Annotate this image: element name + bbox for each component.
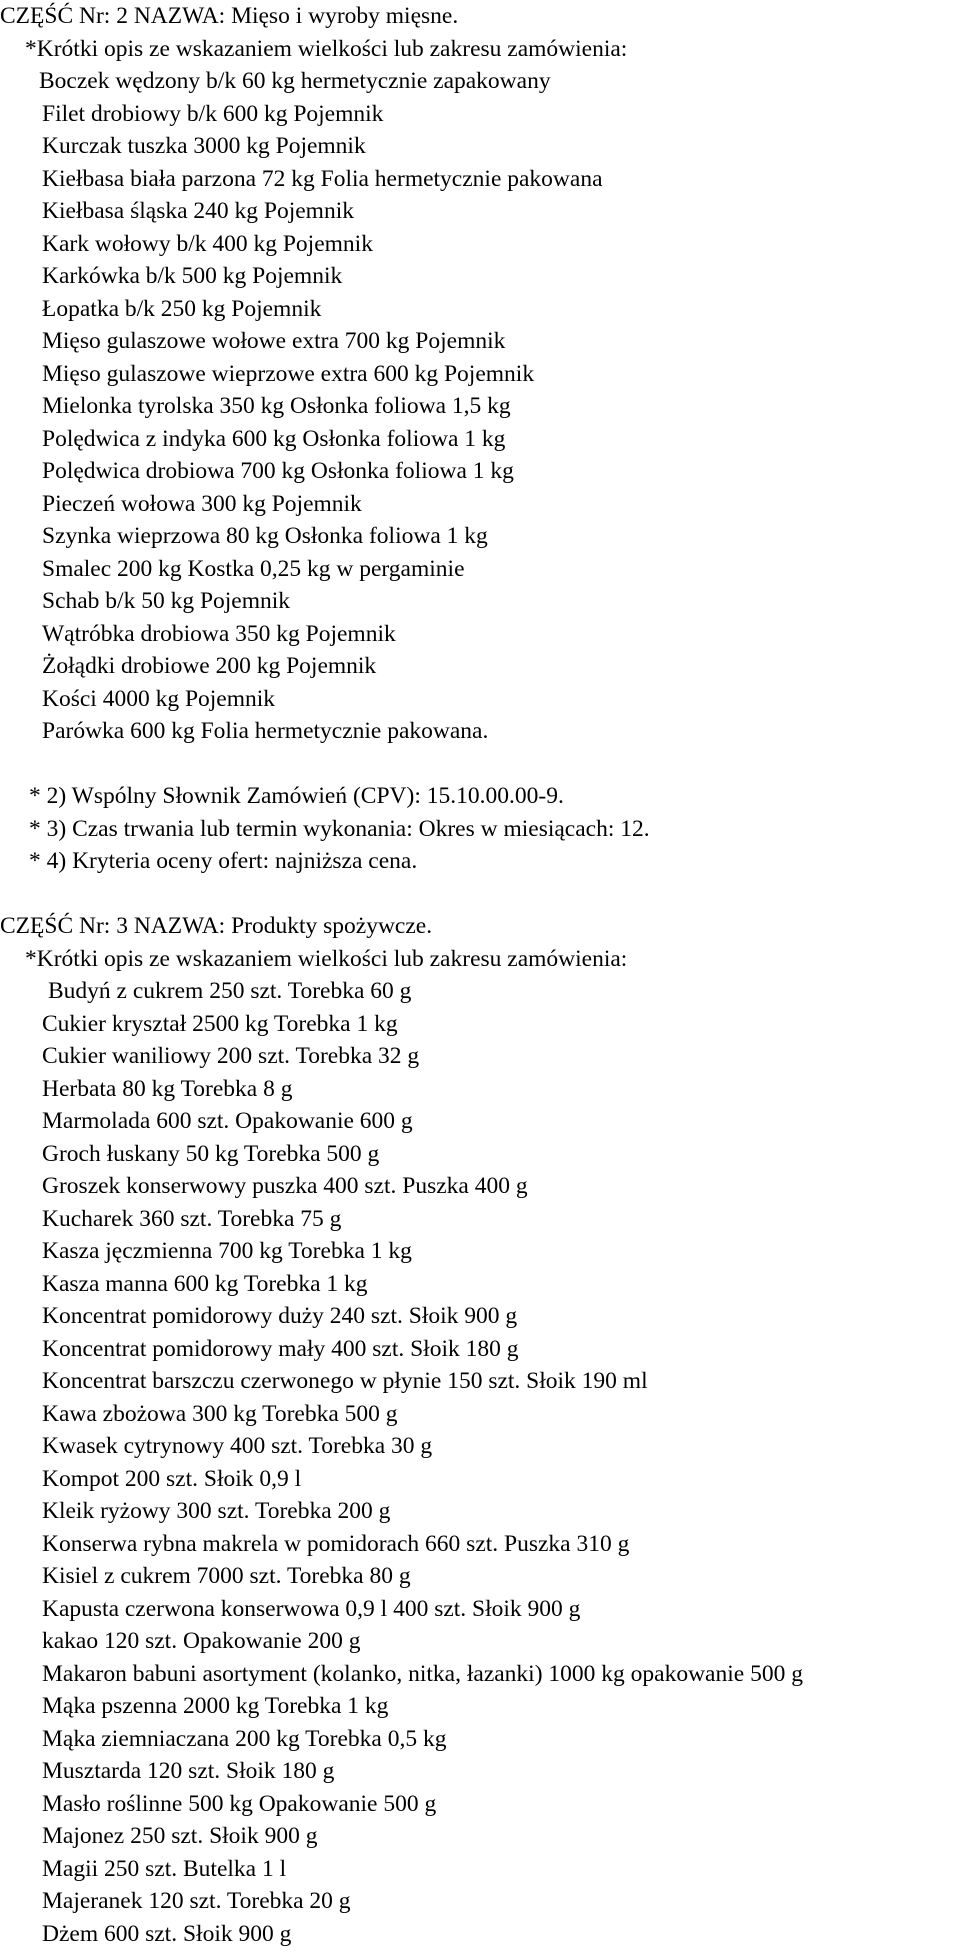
list-item: Marmolada 600 szt. Opakowanie 600 g: [42, 1108, 413, 1134]
list-item: Mąka pszenna 2000 kg Torebka 1 kg: [42, 1693, 389, 1719]
list-item: Smalec 200 kg Kostka 0,25 kg w pergaminie: [42, 555, 465, 582]
list-item: Konserwa rybna makrela w pomidorach 660 szt. Puszka 310 g: [42, 1530, 630, 1557]
spacer: [0, 878, 960, 911]
list-item: Kapusta czerwona konserwowa 0,9 l 400 szt. Słoik 900 g: [42, 1595, 581, 1622]
list-item: Kiełbasa biała parzona 72 kg Folia hermetycznie pakowana: [42, 165, 603, 192]
list-item: Herbata 80 kg Torebka 8 g: [42, 1075, 293, 1102]
list-item: Cukier waniliowy 200 szt. Torebka 32 g: [42, 1043, 420, 1069]
list-item: Kasza manna 600 kg Torebka 1 kg: [42, 1270, 368, 1297]
list-item: Kompot 200 szt. Słoik 0,9 l: [42, 1465, 302, 1492]
list-item: Boczek wędzony b/k 60 kg hermetycznie zapakowany: [39, 68, 551, 94]
list-item: Groszek konserwowy puszka 400 szt. Puszka 400 g: [42, 1173, 528, 1199]
section3-heading: CZĘŚĆ Nr: 3 NAZWA: Produkty spożywcze.: [0, 913, 433, 939]
list-item: Mielonka tyrolska 350 kg Osłonka foliowa 1,5 kg: [42, 393, 511, 419]
list-item: Polędwica z indyka 600 kg Osłonka foliowa 1 kg: [42, 425, 506, 452]
list-item: Kucharek 360 szt. Torebka 75 g: [42, 1205, 342, 1232]
list-item: Koncentrat pomidorowy duży 240 szt. Słoik 900 g: [42, 1303, 518, 1329]
list-item: Magii 250 szt. Butelka 1 l: [42, 1855, 287, 1882]
list-item: Mięso gulaszowe wołowe extra 700 kg Pojemnik: [42, 328, 506, 354]
list-item: Filet drobiowy b/k 600 kg Pojemnik: [42, 100, 384, 127]
list-item: Mięso gulaszowe wieprzowe extra 600 kg Pojemnik: [42, 360, 535, 387]
list-item: Dżem 600 szt. Słoik 900 g: [42, 1920, 292, 1947]
list-item: kakao 120 szt. Opakowanie 200 g: [42, 1628, 361, 1654]
list-item: Kawa zbożowa 300 kg Torebka 500 g: [42, 1400, 398, 1427]
section2-intro: *Krótki opis ze wskazaniem wielkości lub zakresu zamówienia:: [25, 35, 628, 62]
section2-notes: [0, 780, 960, 878]
list-item: Kiełbasa śląska 240 kg Pojemnik: [42, 198, 354, 224]
duration-note: * 3) Czas trwania lub termin wykonania: Okres w miesiącach: 12.: [29, 815, 650, 842]
cpv-note: * 2) Wspólny Słownik Zamówień (CPV): 15.10.00.00-9.: [29, 783, 564, 809]
section2-heading: CZĘŚĆ Nr: 2 NAZWA: Mięso i wyroby mięsne.: [0, 3, 459, 29]
list-item: Koncentrat pomidorowy mały 400 szt. Słoik 180 g: [42, 1335, 519, 1362]
list-item: Kurczak tuszka 3000 kg Pojemnik: [42, 133, 366, 159]
list-item: Karkówka b/k 500 kg Pojemnik: [42, 263, 343, 289]
spacer: [0, 748, 960, 781]
list-item: Majeranek 120 szt. Torebka 20 g: [42, 1888, 351, 1914]
list-item: Parówka 600 kg Folia hermetycznie pakowana.: [42, 718, 489, 744]
section3-intro: *Krótki opis ze wskazaniem wielkości lub zakresu zamówienia:: [25, 945, 628, 972]
list-item: Kości 4000 kg Pojemnik: [42, 685, 276, 712]
list-item: Wątróbka drobiowa 350 kg Pojemnik: [42, 620, 396, 647]
criteria-note: * 4) Kryteria oceny ofert: najniższa cena.: [29, 848, 418, 874]
list-item: Schab b/k 50 kg Pojemnik: [42, 588, 291, 614]
section2-item-list: [0, 65, 960, 748]
list-item: Kwasek cytrynowy 400 szt. Torebka 30 g: [42, 1433, 433, 1459]
list-item: Masło roślinne 500 kg Opakowanie 500 g: [42, 1790, 437, 1817]
list-item: Mąka ziemniaczana 200 kg Torebka 0,5 kg: [42, 1725, 447, 1752]
list-item: Kisiel z cukrem 7000 szt. Torebka 80 g: [42, 1563, 411, 1589]
list-item: Cukier kryształ 2500 kg Torebka 1 kg: [42, 1010, 398, 1037]
list-item: Budyń z cukrem 250 szt. Torebka 60 g: [48, 978, 412, 1004]
list-item: Kleik ryżowy 300 szt. Torebka 200 g: [42, 1498, 391, 1524]
list-item: Szynka wieprzowa 80 kg Osłonka foliowa 1 kg: [42, 523, 488, 549]
list-item: Żołądki drobiowe 200 kg Pojemnik: [42, 653, 377, 679]
section3-item-list: [0, 975, 960, 1950]
list-item: Kark wołowy b/k 400 kg Pojemnik: [42, 230, 373, 257]
list-item: Majonez 250 szt. Słoik 900 g: [42, 1823, 318, 1849]
list-item: Musztarda 120 szt. Słoik 180 g: [42, 1758, 335, 1784]
list-item: Polędwica drobiowa 700 kg Osłonka foliowa 1 kg: [42, 458, 514, 484]
list-item: Groch łuskany 50 kg Torebka 500 g: [42, 1140, 380, 1167]
list-item: Łopatka b/k 250 kg Pojemnik: [42, 295, 322, 322]
list-item: Pieczeń wołowa 300 kg Pojemnik: [42, 490, 362, 517]
list-item: Kasza jęczmienna 700 kg Torebka 1 kg: [42, 1238, 412, 1264]
list-item: Makaron babuni asortyment (kolanko, nitka, łazanki) 1000 kg opakowanie 500 g: [42, 1660, 803, 1687]
list-item: Koncentrat barszczu czerwonego w płynie 150 szt. Słoik 190 ml: [42, 1368, 648, 1394]
